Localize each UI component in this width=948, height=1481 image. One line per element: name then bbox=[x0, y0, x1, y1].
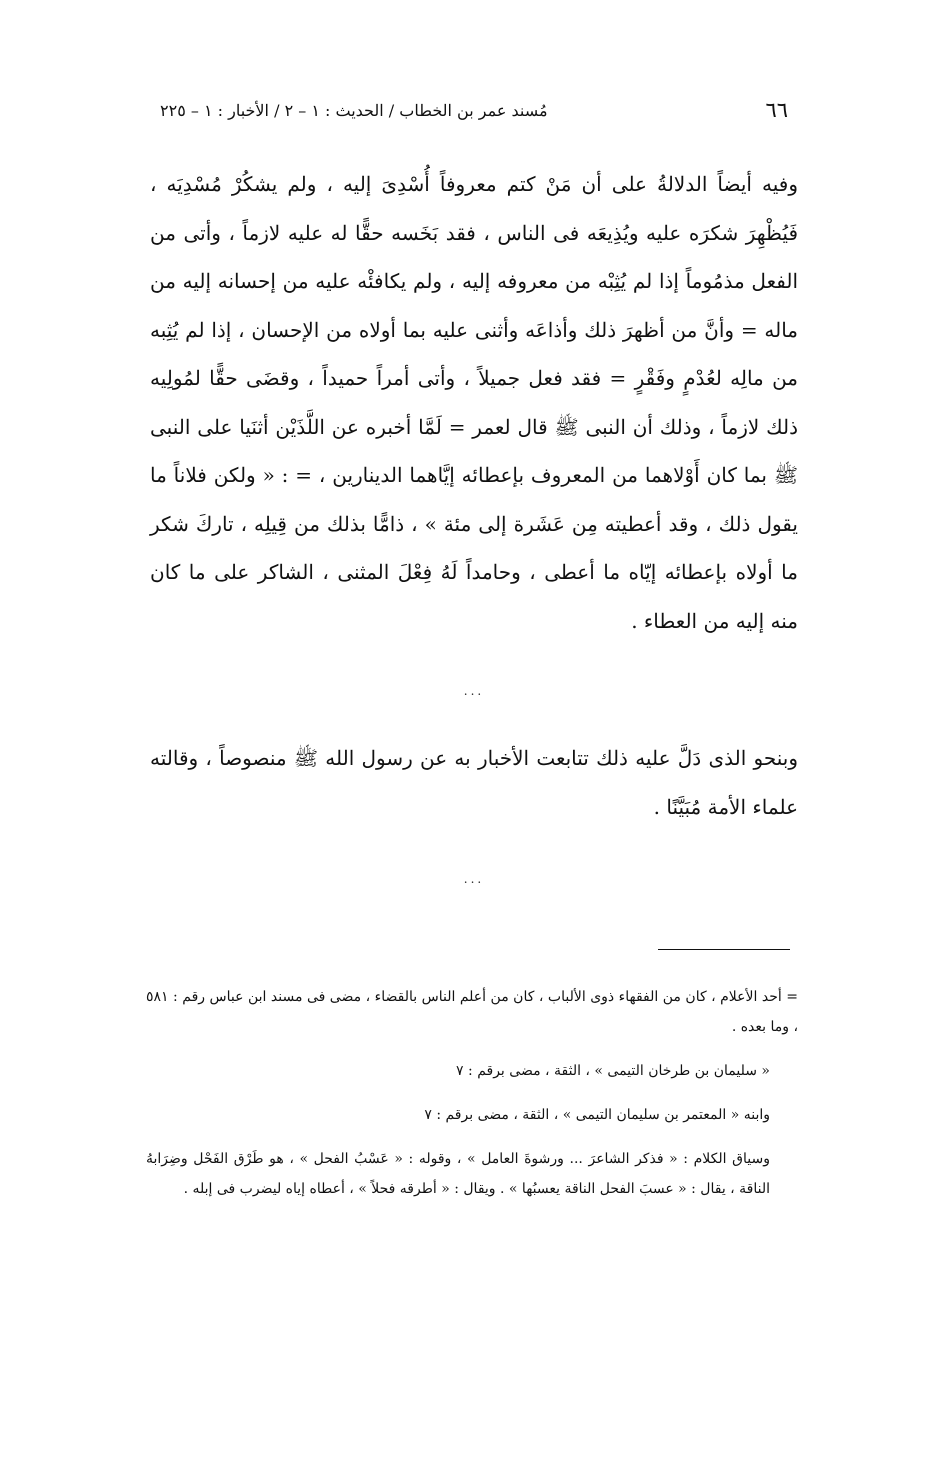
page-number: ٦٦ bbox=[765, 98, 788, 122]
footnotes bbox=[146, 982, 798, 1204]
main-text-continued bbox=[150, 734, 798, 831]
running-title: مُسند عمر بن الخطاب / الحديث : ١ – ٢ / الأخبار : ١ – ٢٢٥ bbox=[160, 101, 548, 120]
running-header bbox=[160, 96, 788, 126]
section-divider: ... bbox=[463, 872, 485, 886]
main-text bbox=[150, 160, 798, 645]
section-divider: ... bbox=[463, 684, 485, 698]
footnote: = أحد الأعلام ، كان من الفقهاء ذوى الألباب ، كان من أعلم الناس بالقضاء ، مضى فى مسند ابن عباس رقم : ٥٨١ ، وما بعده . bbox=[146, 989, 798, 1035]
paragraph: وفيه أيضاً الدلالةُ على أن مَنْ كتم معروفاً أُسْدِىَ إليه ، ولم يشكُرْ مُسْدِيَه ، فَيُظْهِرَ شكرَه عليه ويُذِيعَه فى الناس ، فقد بَخَسه حقًّا له عليه لازماً ، وأتى من الفعل مذمُوماً إذا لم يُثِبْه من معروفه إليه ، ولم يكافئْه عليه من إحسانه إليه من ماله = وأنَّ من أظهرَ ذلك وأذاعَه وأثنى عليه بما أولاه من الإحسان ، إذا لم يُثِبه من مالِه لعُدْمٍ وفَقْرٍ = فقد فعل جميلاً ، وأتى أمراً حميداً ، وقضَى حقًّا لمُولِيه ذلك لازماً ، وذلك أن النبى ﷺ قال لعمر = لَمَّا أخبره عن اللَّذَيْن أثنَيا على النبى ﷺ بما كان أَوْلاهما من المعروف بإعطائه إيَّاهما الدينارين ، = : « ولكن فلاناً ما يقول ذلك ، وقد أعطيته مِن عَشَرة إلى مئة » ، ذامًّا بذلك من قِيلِه ، تاركَ شكر ما أولاه بإعطائه إيّاه ما أعطى ، وحامداً لَهُ فِعْلَ المثنى ، الشاكر على ما كان منه إليه من العطاء . bbox=[150, 172, 799, 633]
paragraph: وبنحو الذى دَلَّ عليه ذلك تتابعت الأخبار به عن رسول الله ﷺ منصوصاً ، وقالته علماء الأمة مُبَيَّنًا . bbox=[150, 746, 798, 819]
footnote: وسياق الكلام : « فذكر الشاعرَ ... ورشوةَ العامل » ، وقوله : « عَسْبُ الفحل » ، هو طَرْق الفَحْل وضِرَابهُ الناقة ، يقال : « عسبَ الفحل الناقة يعسبُها » . ويقال : « أطرقه فحلاً » ، أعطاه إياه ليضرب فى إبله . bbox=[146, 1151, 770, 1197]
footnote: وابنه « المعتمر بن سليمان التيمى » ، الثقة ، مضى برقم : ٧ bbox=[424, 1107, 770, 1123]
footnote-separator bbox=[658, 949, 790, 950]
footnote: « سليمان بن طرخان التيمى » ، الثقة ، مضى برقم : ٧ bbox=[456, 1063, 770, 1079]
